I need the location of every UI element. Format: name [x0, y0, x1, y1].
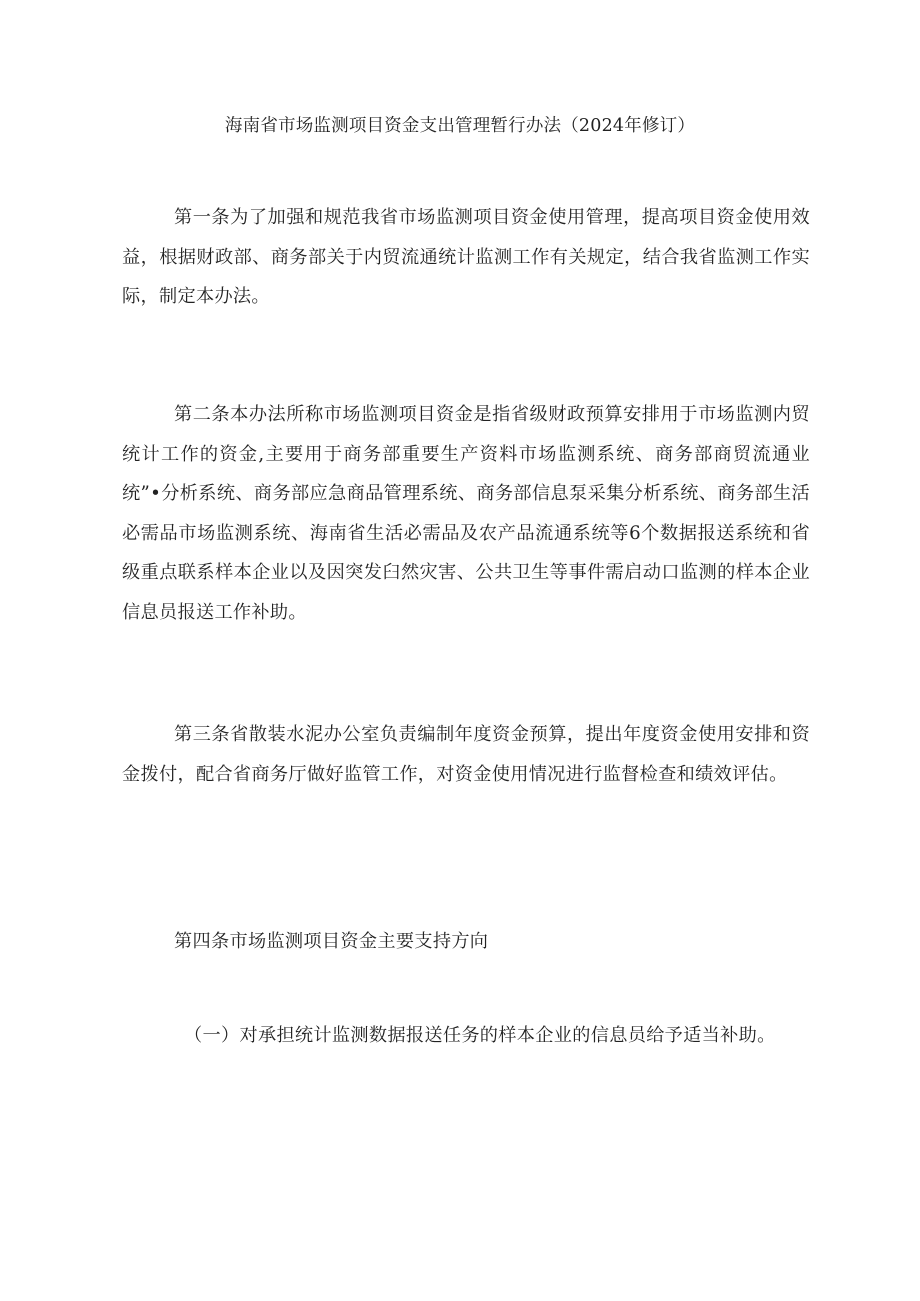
article-4-heading: 第四条市场监测项目资金主要支持方向: [174, 931, 489, 952]
article-4-item-1: （一）对承担统计监测数据报送任务的样本企业的信息员给予适当补助。: [184, 1025, 776, 1046]
article-3-paragraph: 第三条省散装水泥办公室负责编制年度资金预算，提出年度资金使用安排和资金拨付，配合省商务厅做好监管工作，对资金使用情况进行监督检查和绩效评估。: [122, 724, 810, 785]
article-1-paragraph: 第一条为了加强和规范我省市场监测项目资金使用管理，提高项目资金使用效益，根据财政部、商务部关于内贸流通统计监测工作有关规定，结合我省监测工作实际，制定本办法。: [122, 207, 810, 307]
document-title: 海南省市场监测项目资金支出管理暂行办法（2024年修订）: [224, 116, 696, 136]
article-2-paragraph: 第二条本办法所称市场监测项目资金是指省级财政预算安排用于市场监测内贸统计工作的资金,主要用于商务部重要生产资料市场监测系统、商务部商贸流通业统”•分析系统、商务部应急商品管理系统、商务部信息泵采集分析系统、商务部生活必需品市场监测系统、海南省生活必需品及农产品流通系统等6个数据报送系统和省级重点联系样本企业以及因突发臼然灾害、公共卫生等事件需启动口监测的样本企业信息员报送工作补助。: [122, 404, 810, 623]
